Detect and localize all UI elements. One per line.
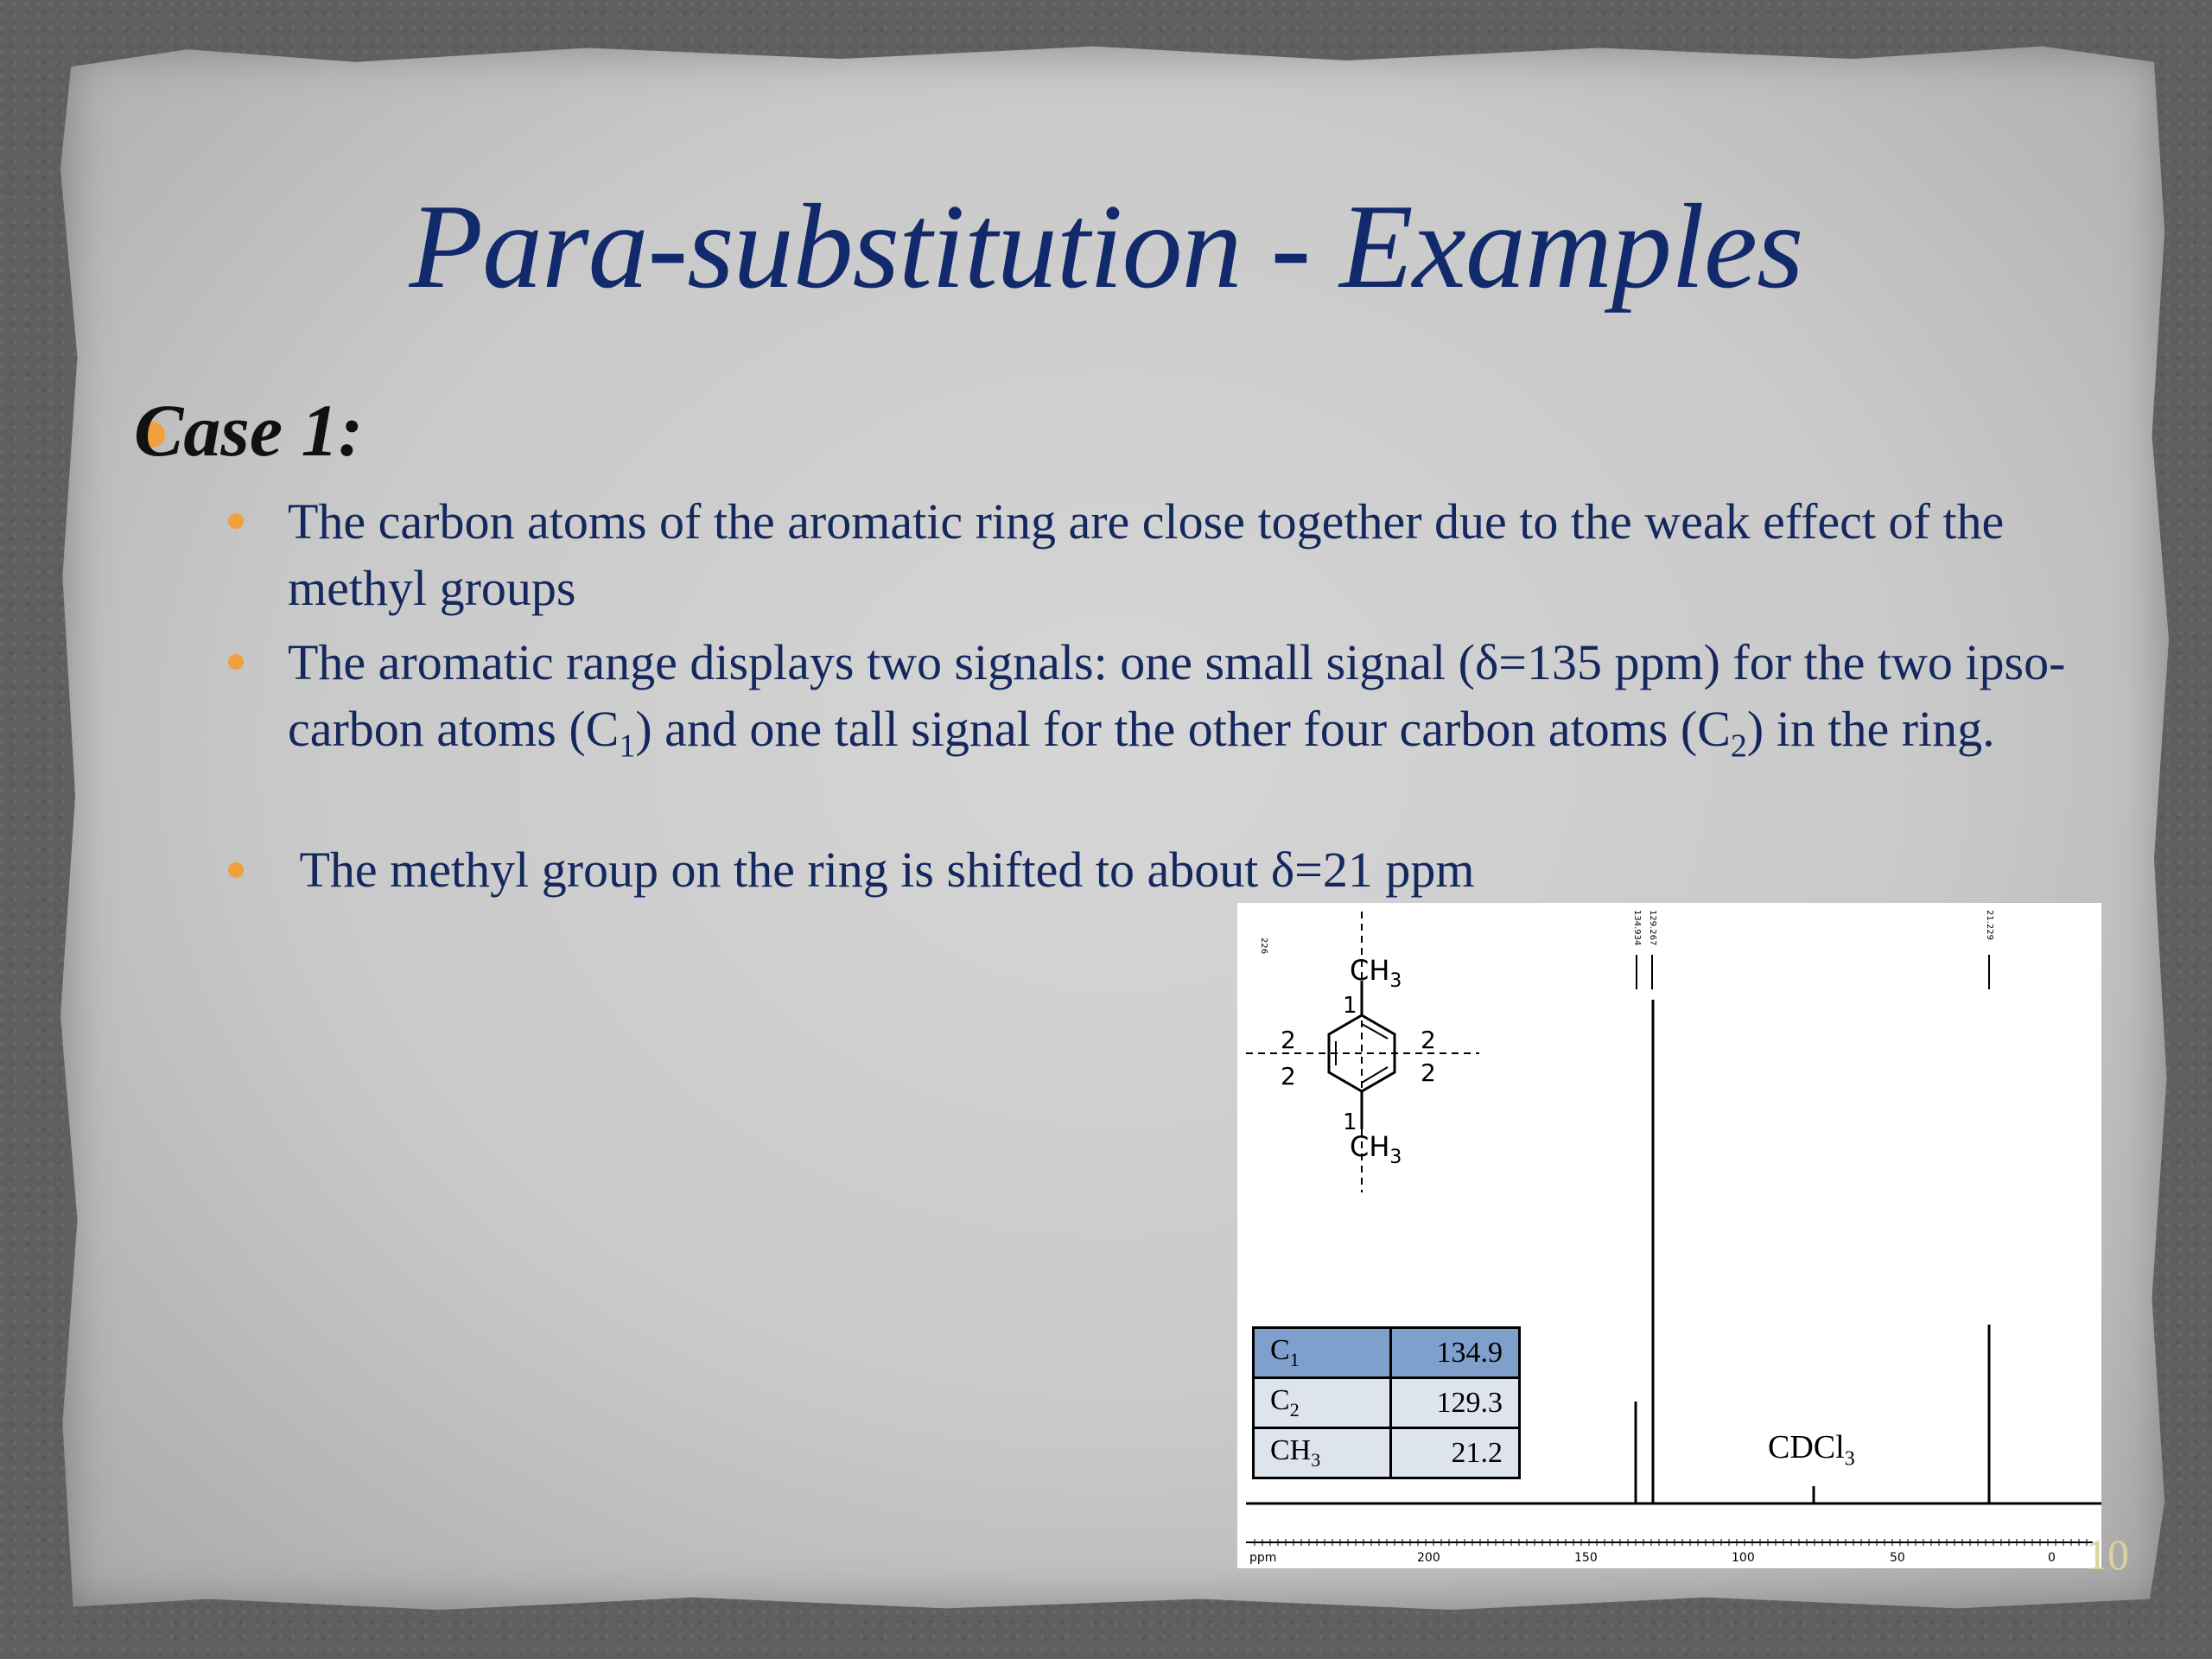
position-label: 2 xyxy=(1281,1062,1296,1090)
table-row xyxy=(1254,1378,1520,1428)
case-heading: Case 1: xyxy=(134,389,364,472)
position-label: 2 xyxy=(1421,1026,1436,1054)
table-cell-value: 21.2 xyxy=(1391,1428,1520,1478)
peak-annotation: 134.934 xyxy=(1632,910,1642,946)
bullet-dot xyxy=(228,513,244,529)
axis-tick-label: 0 xyxy=(2048,1551,2056,1565)
bullet-2: The aromatic range displays two signals: one small signal (δ=135 ppm) for the two ipso-carbon atoms $(C_1)$ and one tall signal for the other four carbon atoms $(C_2)$ in the ring. xyxy=(288,634,2066,765)
bottom-methyl-label: $CH_3$ xyxy=(1350,1130,1402,1168)
axis-tick-label: 200 xyxy=(1417,1551,1440,1565)
table-cell-label: $C_2$ xyxy=(1254,1378,1391,1428)
axis-tick-label: 100 xyxy=(1732,1551,1755,1565)
position-label: 2 xyxy=(1421,1058,1436,1087)
slide-title: Para-substitution - Examples xyxy=(409,180,1803,314)
bullet-dot xyxy=(228,862,244,878)
ring-double-bond xyxy=(1362,1024,1388,1039)
page-number: 10 xyxy=(2086,1530,2129,1579)
position-label: 1 xyxy=(1343,1109,1357,1135)
table-cell-value: 134.9 xyxy=(1391,1328,1520,1378)
bullet-dot xyxy=(228,654,244,670)
axis-unit: ppm xyxy=(1249,1551,1277,1565)
table-cell-label: $C_1$ xyxy=(1254,1328,1391,1378)
axis-tick-label: 150 xyxy=(1574,1551,1598,1565)
position-label: 1 xyxy=(1343,993,1357,1019)
table-row xyxy=(1254,1428,1520,1478)
table-row xyxy=(1254,1328,1520,1378)
position-label: 2 xyxy=(1281,1026,1296,1054)
ring-double-bond xyxy=(1362,1067,1388,1083)
table-cell-value: 129.3 xyxy=(1391,1378,1520,1428)
solvent-label: CDCl$_3$ xyxy=(1768,1429,1855,1471)
axis-tick-label: 50 xyxy=(1890,1551,1905,1565)
top-methyl-label: $CH_3$ xyxy=(1350,954,1402,992)
table-cell-label: $CH_3$ xyxy=(1254,1428,1391,1478)
left-annotation: 226 xyxy=(1259,938,1268,955)
peak-annotation: 129.267 xyxy=(1648,910,1657,946)
chemical-shift-table xyxy=(1252,1326,1521,1479)
bullet-3: The methyl group on the ring is shifted to about δ=21 ppm xyxy=(288,842,1475,898)
peak-annotation: 21.229 xyxy=(1985,910,1994,940)
bullet-1: The carbon atoms of the aromatic ring are close together due to the weak effect of the methyl groups xyxy=(288,493,2005,616)
